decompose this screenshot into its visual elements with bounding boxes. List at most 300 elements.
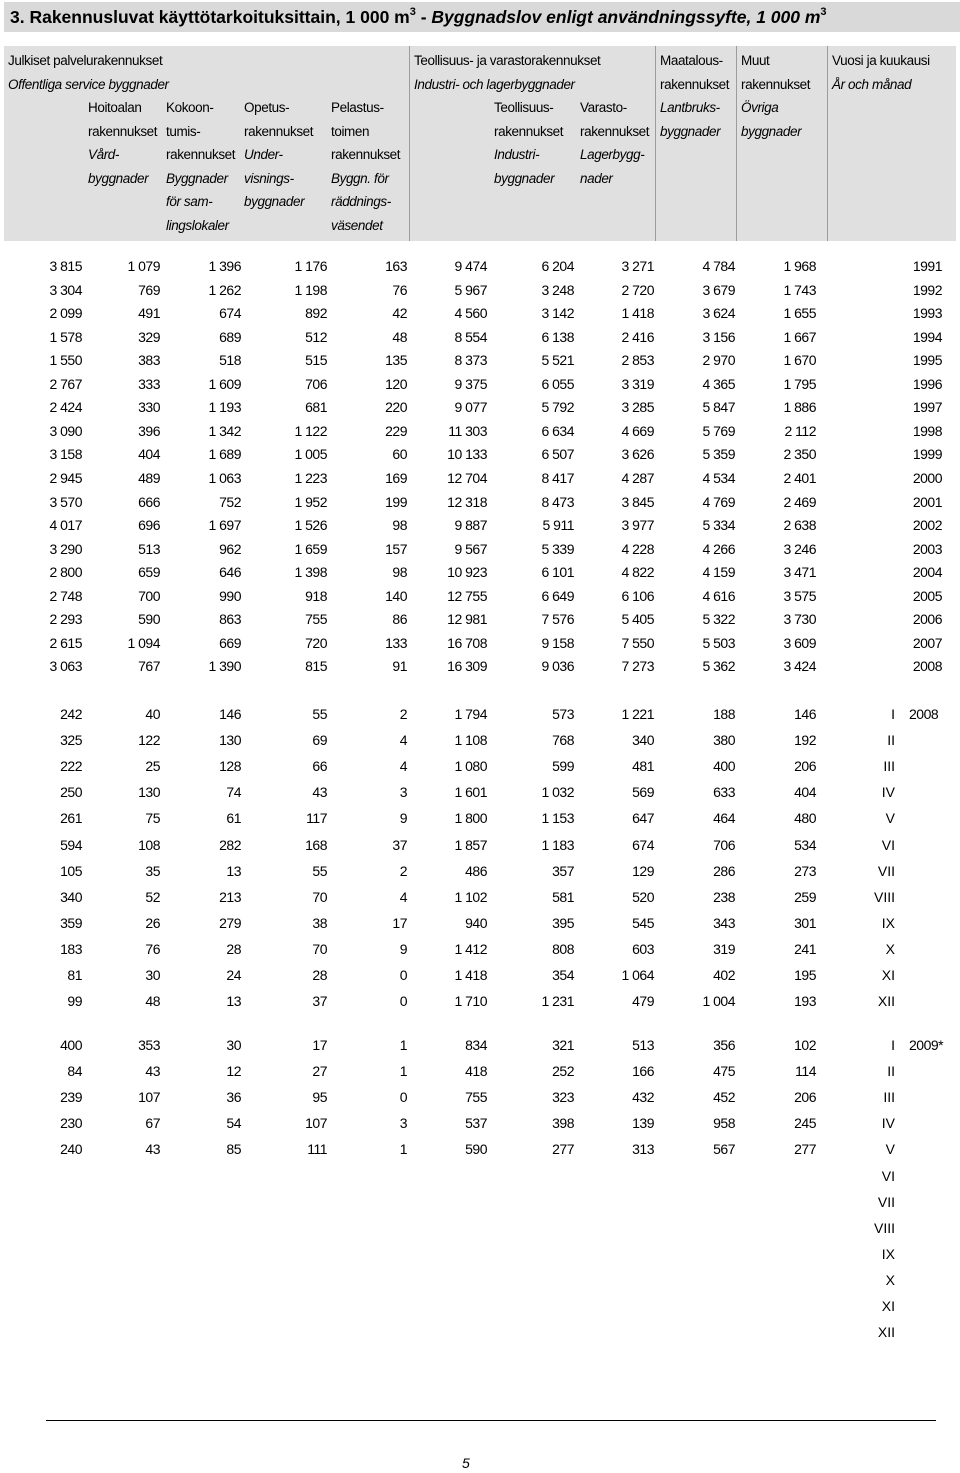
year-label: 1993 (912, 305, 942, 322)
table-cell: 111 (307, 1141, 327, 1158)
table-cell: 534 (794, 836, 816, 853)
year-label: 1991 (912, 258, 942, 274)
table-cell: 13 (226, 993, 241, 1010)
table-cell: 573 (552, 706, 574, 722)
group-label-line: rakennukset (741, 76, 811, 92)
table-cell: 767 (138, 658, 160, 675)
table-cell: 8 417 (541, 469, 574, 486)
table-cell: 1 952 (294, 493, 327, 510)
table-cell: 674 (632, 836, 654, 853)
table-cell: 36 (226, 1089, 241, 1106)
table-cell: 38 (312, 914, 327, 931)
table-cell: 513 (138, 540, 160, 557)
table-cell: 2 401 (783, 469, 816, 486)
table-cell: 114 (795, 1063, 816, 1080)
table-cell: 242 (60, 706, 82, 722)
table-cell: 54 (226, 1115, 241, 1132)
table-cell: 752 (219, 493, 241, 510)
column-header-line: visnings- (244, 170, 294, 186)
table-cell: 130 (138, 784, 160, 801)
table-cell: 192 (794, 732, 816, 749)
table-cell: 17 (312, 1037, 327, 1053)
table-cell: 301 (794, 914, 816, 931)
year-label: 2004 (912, 564, 942, 581)
table-cell: 383 (138, 352, 160, 369)
table-cell: 259 (794, 888, 816, 905)
group-label-sv: År och månad (832, 76, 912, 92)
table-cell: 86 (392, 611, 407, 628)
table-cell: 7 273 (621, 658, 654, 675)
year-label: 1995 (912, 352, 942, 369)
table-cell: 1 (399, 1141, 407, 1158)
table-cell: 3 285 (621, 399, 654, 416)
table-cell: 1 064 (621, 967, 654, 983)
year-label: 2007 (912, 634, 942, 651)
month-label: X (885, 940, 895, 957)
table-cell: 398 (552, 1115, 574, 1132)
table-cell: 12 318 (447, 493, 487, 510)
column-header-line: rakennukset (331, 147, 401, 162)
group-header-agriculture (660, 49, 729, 96)
title-superscript-2: 3 (820, 6, 827, 18)
table-cell: 1 223 (294, 469, 327, 486)
table-cell: 404 (138, 446, 160, 463)
table-cell: 28 (312, 967, 327, 983)
month-label: VIII (873, 1219, 895, 1236)
table-cell: 193 (794, 993, 816, 1010)
table-cell: 4 784 (702, 258, 735, 274)
column-header-education (244, 96, 313, 214)
table-cell: 480 (794, 810, 816, 827)
table-cell: 3 (399, 1115, 407, 1132)
column-header-line: väsendet (331, 217, 383, 233)
table-cell: 37 (312, 993, 327, 1010)
table-cell: 1 601 (454, 784, 487, 801)
table-cell: 863 (219, 611, 241, 628)
table-cell: 2 720 (621, 281, 654, 298)
table-cell: 918 (305, 587, 327, 604)
table-cell: 1 886 (783, 399, 816, 416)
column-header-other (741, 96, 801, 143)
table-cell: 4 669 (621, 422, 654, 439)
table-cell: 2 767 (49, 375, 82, 392)
table-cell: 475 (713, 1063, 735, 1080)
table-cell: 4 822 (621, 564, 654, 581)
column-header-line: Lagerbygg- (580, 147, 645, 162)
table-cell: 140 (385, 587, 407, 604)
table-cell: 2 (399, 862, 407, 879)
table-cell: 5 362 (702, 658, 735, 675)
table-cell: 3 575 (783, 587, 816, 604)
table-cell: 61 (226, 810, 241, 827)
table-cell: 2 293 (49, 611, 82, 628)
table-cell: 1 550 (49, 352, 82, 369)
group-header-industry (414, 49, 600, 96)
table-cell: 10 923 (447, 564, 487, 581)
column-header-line: för sam- (166, 194, 213, 209)
table-cell: 277 (552, 1141, 574, 1158)
month-label: VIII (873, 888, 895, 905)
table-cell: 12 755 (447, 587, 487, 604)
table-cell: 696 (138, 517, 160, 534)
column-header-line: byggnader (244, 194, 305, 209)
page-title (4, 2, 960, 32)
table-cell: 319 (713, 940, 735, 957)
table-cell: 1 122 (294, 422, 327, 439)
table-cell: 513 (632, 1037, 654, 1053)
year-label: 2006 (912, 611, 942, 628)
table-cell: 7 550 (621, 634, 654, 651)
table-cell: 706 (713, 836, 735, 853)
table-cell: 567 (713, 1141, 735, 1158)
table-cell: 199 (385, 493, 407, 510)
table-cell: 9 (399, 940, 407, 957)
column-header-industrial (494, 96, 563, 190)
table-cell: 3 977 (621, 517, 654, 534)
table-cell: 3 304 (49, 281, 82, 298)
table-cell: 545 (632, 914, 654, 931)
table-cell: 4 560 (454, 305, 487, 322)
table-cell: 13 (226, 862, 241, 879)
column-header-rescue (331, 96, 400, 237)
table-cell: 1 710 (454, 993, 487, 1010)
year-label: 2009* (909, 1037, 944, 1053)
table-cell: 569 (632, 784, 654, 801)
table-cell: 1 102 (454, 888, 487, 905)
month-label: XI (881, 1298, 895, 1314)
table-cell: 354 (552, 967, 574, 983)
table-cell: 1 655 (783, 305, 816, 322)
table-cell: 647 (632, 810, 654, 827)
table-cell: 239 (60, 1089, 82, 1106)
table-cell: 700 (138, 587, 160, 604)
table-cell: 1 (399, 1037, 407, 1053)
table-cell: 75 (145, 810, 160, 827)
table-cell: 117 (306, 810, 327, 827)
month-label: V (885, 1141, 895, 1158)
table-cell: 168 (305, 836, 327, 853)
table-cell: 330 (138, 399, 160, 416)
table-cell: 1 153 (541, 810, 574, 827)
table-cell: 4 287 (621, 469, 654, 486)
table-cell: 808 (552, 940, 574, 957)
column-header-line: Kokoon- (166, 100, 214, 115)
table-cell: 6 204 (541, 258, 574, 274)
table-cell: 1 231 (541, 993, 574, 1010)
table-cell: 4 159 (702, 564, 735, 581)
table-cell: 206 (794, 758, 816, 775)
table-cell: 594 (60, 836, 82, 853)
table-cell: 5 769 (702, 422, 735, 439)
table-cell: 404 (794, 784, 816, 801)
table-cell: 1 108 (454, 732, 487, 749)
group-label-line: Maatalous- (660, 53, 723, 68)
table-cell: 0 (399, 967, 407, 983)
table-cell: 1 004 (702, 993, 735, 1010)
table-cell: 599 (552, 758, 574, 775)
table-cell: 1 080 (454, 758, 487, 775)
table-cell: 102 (794, 1037, 816, 1053)
table-cell: 1 800 (454, 810, 487, 827)
column-header-line: Varasto- (580, 100, 627, 115)
column-header-line: Opetus- (244, 100, 290, 115)
table-cell: 356 (713, 1037, 735, 1053)
table-cell: 1 670 (783, 352, 816, 369)
table-cell: 98 (392, 517, 407, 534)
month-label: III (883, 1089, 895, 1106)
table-cell: 3 142 (541, 305, 574, 322)
table-cell: 400 (60, 1037, 82, 1053)
table-cell: 139 (632, 1115, 654, 1132)
table-cell: 169 (385, 469, 407, 486)
table-cell: 2 800 (49, 564, 82, 581)
table-cell: 380 (713, 732, 735, 749)
table-cell: 418 (465, 1063, 487, 1080)
table-cell: 1 743 (783, 281, 816, 298)
table-cell: 5 322 (702, 611, 735, 628)
column-header-line: rakennukset (166, 147, 236, 162)
table-cell: 238 (713, 888, 735, 905)
table-cell: 163 (385, 258, 407, 274)
year-label: 1999 (912, 446, 942, 463)
table-cell: 9 375 (454, 375, 487, 392)
table-cell: 12 981 (447, 611, 487, 628)
table-cell: 5 847 (702, 399, 735, 416)
table-cell: 681 (305, 399, 327, 416)
year-label: 1997 (912, 399, 942, 416)
month-label: XI (881, 967, 895, 983)
table-cell: 3 609 (783, 634, 816, 651)
table-cell: 3 570 (49, 493, 82, 510)
table-cell: 12 (226, 1063, 241, 1080)
table-cell: 166 (632, 1063, 654, 1080)
table-cell: 245 (794, 1115, 816, 1132)
table-cell: 323 (552, 1089, 574, 1106)
table-cell: 9 567 (454, 540, 487, 557)
table-cell: 3 471 (783, 564, 816, 581)
table-cell: 146 (794, 706, 816, 722)
group-label-fi: Teollisuus- ja varastorakennukset (414, 53, 601, 68)
table-cell: 2 099 (49, 305, 82, 322)
table-cell: 24 (226, 967, 241, 983)
table-cell: 4 (399, 888, 407, 905)
title-superscript-1: 3 (409, 6, 416, 18)
table-cell: 286 (713, 862, 735, 879)
table-cell: 1 (399, 1063, 407, 1080)
column-header-line: rakennukset (244, 123, 314, 139)
year-label: 2001 (912, 493, 942, 510)
table-cell: 3 290 (49, 540, 82, 557)
table-cell: 183 (60, 940, 82, 957)
table-cell: 329 (138, 328, 160, 345)
table-cell: 0 (399, 993, 407, 1010)
table-cell: 4 (399, 758, 407, 775)
table-cell: 1 578 (49, 328, 82, 345)
table-cell: 8 554 (454, 328, 487, 345)
table-cell: 229 (385, 422, 407, 439)
table-cell: 1 183 (541, 836, 574, 853)
title-separator: - (415, 7, 432, 27)
table-cell: 2 416 (621, 328, 654, 345)
page-number: 5 (462, 1455, 470, 1471)
table-cell: 5 792 (541, 399, 574, 416)
table-cell: 359 (60, 914, 82, 931)
table-cell: 432 (632, 1089, 654, 1106)
table-cell: 133 (385, 634, 407, 651)
table-cell: 486 (465, 862, 487, 879)
table-cell: 277 (794, 1141, 816, 1158)
column-divider (736, 46, 737, 241)
table-cell: 5 339 (541, 540, 574, 557)
table-cell: 16 708 (447, 634, 487, 651)
year-label: 2005 (912, 587, 942, 604)
table-cell: 43 (145, 1063, 160, 1080)
table-cell: 84 (67, 1063, 82, 1080)
table-cell: 9 887 (454, 517, 487, 534)
column-header-line: toimen (331, 123, 370, 139)
table-cell: 1 262 (208, 281, 241, 298)
table-cell: 1 418 (621, 305, 654, 322)
table-cell: 122 (138, 732, 160, 749)
table-cell: 3 815 (49, 258, 82, 274)
table-cell: 37 (392, 836, 407, 853)
table-cell: 343 (713, 914, 735, 931)
year-label: 2003 (912, 540, 942, 557)
table-cell: 666 (138, 493, 160, 510)
table-cell: 230 (60, 1115, 82, 1132)
table-cell: 962 (219, 540, 241, 557)
table-cell: 27 (312, 1063, 327, 1080)
table-cell: 8 473 (541, 493, 574, 510)
table-cell: 10 133 (447, 446, 487, 463)
column-divider (655, 46, 656, 241)
table-cell: 4 769 (702, 493, 735, 510)
column-header-line: Byggn. för (331, 170, 389, 186)
table-cell: 129 (632, 862, 654, 879)
table-cell: 2 638 (783, 517, 816, 534)
column-header-line: Industri- (494, 147, 540, 162)
table-cell: 69 (312, 732, 327, 749)
table-cell: 273 (794, 862, 816, 879)
month-label: XII (877, 1324, 895, 1341)
table-cell: 26 (145, 914, 160, 931)
table-cell: 3 063 (49, 658, 82, 675)
table-cell: 85 (226, 1141, 241, 1158)
group-label-sv: Offentliga service byggnader (8, 76, 169, 92)
table-cell: 1 193 (208, 399, 241, 416)
column-header-line: rakennukset (88, 123, 158, 139)
table-cell: 3 679 (702, 281, 735, 298)
table-cell: 252 (552, 1063, 574, 1080)
table-header (4, 46, 956, 241)
table-cell: 9 (399, 810, 407, 827)
column-header-line: rakennukset (494, 123, 564, 139)
table-cell: 333 (138, 375, 160, 392)
table-cell: 537 (465, 1115, 487, 1132)
table-cell: 313 (632, 1141, 654, 1158)
table-cell: 689 (219, 328, 241, 345)
table-cell: 325 (60, 732, 82, 749)
group-header-year-month (832, 49, 930, 96)
year-label: 1996 (912, 375, 942, 392)
table-cell: 8 373 (454, 352, 487, 369)
table-cell: 1 176 (294, 258, 327, 274)
table-cell: 2 350 (783, 446, 816, 463)
table-cell: 30 (226, 1037, 241, 1053)
table-cell: 55 (312, 706, 327, 722)
table-cell: 4 (399, 732, 407, 749)
table-cell: 3 626 (621, 446, 654, 463)
table-cell: 9 158 (541, 634, 574, 651)
table-cell: 3 158 (49, 446, 82, 463)
table-cell: 1 968 (783, 258, 816, 274)
table-cell: 17 (392, 914, 407, 931)
table-cell: 1 609 (208, 375, 241, 392)
table-cell: 52 (145, 888, 160, 905)
column-header-line: rakennukset (580, 123, 650, 139)
table-cell: 2 853 (621, 352, 654, 369)
table-cell: 120 (385, 375, 407, 392)
table-cell: 706 (305, 375, 327, 392)
column-header-assembly (166, 96, 235, 237)
table-cell: 491 (138, 305, 160, 322)
table-cell: 2 424 (49, 399, 82, 416)
table-cell: 16 309 (447, 658, 487, 675)
table-cell: 11 303 (448, 422, 487, 439)
table-cell: 940 (465, 914, 487, 931)
table-cell: 30 (145, 967, 160, 983)
table-cell: 6 138 (541, 328, 574, 345)
group-label-fi: Julkiset palvelurakennukset (8, 53, 163, 68)
group-header-public-services (8, 49, 169, 96)
table-cell: 1 396 (208, 258, 241, 274)
column-divider (409, 46, 410, 241)
table-cell: 481 (632, 758, 654, 775)
table-cell: 489 (138, 469, 160, 486)
table-cell: 9 077 (454, 399, 487, 416)
table-cell: 3 624 (702, 305, 735, 322)
table-cell: 6 507 (541, 446, 574, 463)
column-divider (827, 46, 828, 241)
month-label: I (891, 1037, 895, 1053)
month-label: X (885, 1271, 895, 1288)
month-label: I (891, 706, 895, 722)
table-cell: 81 (67, 967, 82, 983)
table-cell: 6 106 (621, 587, 654, 604)
table-cell: 659 (138, 564, 160, 581)
table-cell: 25 (145, 758, 160, 775)
table-cell: 6 634 (541, 422, 574, 439)
table-cell: 1 659 (294, 540, 327, 557)
table-cell: 5 359 (702, 446, 735, 463)
column-header-line: lingslokaler (166, 217, 229, 233)
group-label-line: Muut (741, 53, 770, 68)
table-cell: 674 (219, 305, 241, 322)
table-cell: 35 (145, 862, 160, 879)
table-cell: 1 005 (294, 446, 327, 463)
table-cell: 4 616 (702, 587, 735, 604)
table-cell: 7 576 (541, 611, 574, 628)
table-cell: 4 228 (621, 540, 654, 557)
table-cell: 2 469 (783, 493, 816, 510)
table-cell: 1 094 (127, 634, 160, 651)
table-cell: 74 (226, 784, 241, 801)
table-cell: 98 (392, 564, 407, 581)
table-cell: 1 795 (783, 375, 816, 392)
table-cell: 3 246 (783, 540, 816, 557)
table-cell: 213 (219, 888, 241, 905)
table-cell: 1 794 (454, 706, 487, 722)
